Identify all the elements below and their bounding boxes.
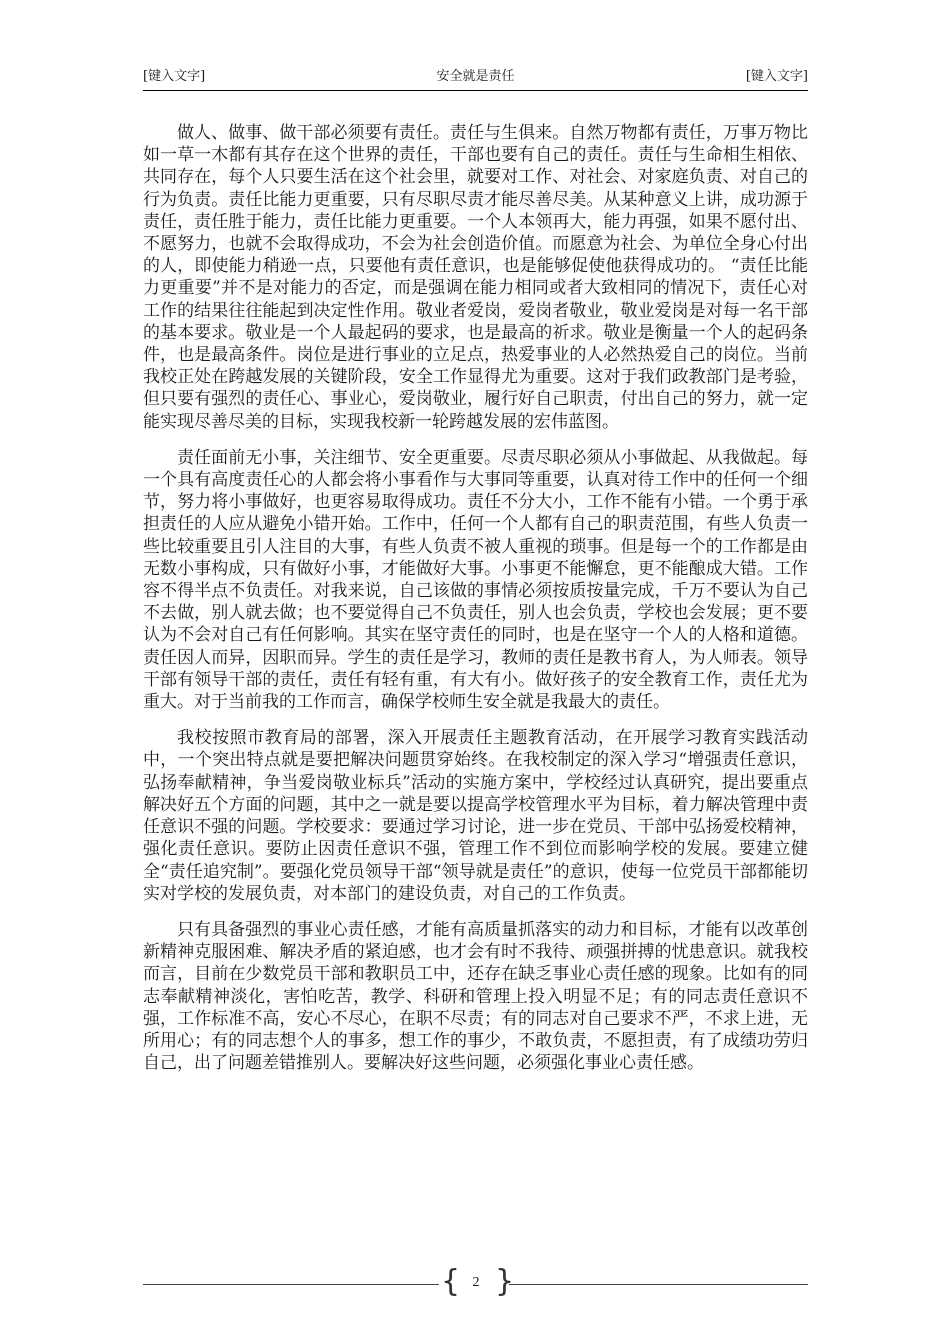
paragraph-1: 做人、做事、做干部必须要有责任。责任与生俱来。自然万物都有责任，万事万物比如一草一木都有其存在这个世界的责任，干部也要有自己的责任。责任与生命相生相依、共同存在，每个人只要生活在这个社会里，就要对工作、对社会、对家庭负责、对自己的行为负责。责任比能力更重要，只有尽职尽责才能尽善尽美。从某种意义上讲，成功源于责任，责任胜于能力，责任比能力更重要。一个人本领再大，能力再强，如果不愿付出、不愿努力，也就不会取得成功，不会为社会创造价值。而愿意为社会、为单位全身心付出的人，即使能力稍逊一点，只要他有责任意识，也是能够促使他获得成功的。 “责任比能力更重要”并不是对能力的否定，而是强调在能力相同或者大致相同的情况下，责任心对工作的结果往往能起到决定性作用。敬业者爱岗，爱岗者敬业，敬业爱岗是对每一名干部的基本要求。敬业是一个人最起码的要求，也是最高的祈求。敬业是衡量一个人的起码条件，也是最高条件。岗位是进行事业的立足点，热爱事业的人必然热爱自己的岗位。当前我校正处在跨越发展的关键阶段，安全工作显得尤为重要。这对于我们政教部门是考验，但只要有强烈的责任心、事业心，爱岗敬业，履行好自己职责，付出自己的努力，就一定能实现尽善尽美的目标，实现我校新一轮跨越发展的宏伟蓝图。 <box>143 123 808 432</box>
page-footer <box>143 1264 808 1304</box>
page-number: 2 <box>472 1275 480 1290</box>
page-header <box>143 68 808 91</box>
paragraph-3: 我校按照市教育局的部署，深入开展责任主题教育活动，在开展学习教育实践活动中，一个突出特点就是要把解决问题贯穿始终。在我校制定的深入学习“增强责任意识，弘扬奉献精神，争当爱岗敬业标兵”活动的实施方案中，学校经过认真研究，提出要重点解决好五个方面的问题，其中之一就是要以提高学校管理水平为目标，着力解决管理中责任意识不强的问题。学校要求：要通过学习讨论，进一步在党员、干部中弘扬爱校精神，强化责任意识。要防止因责任意识不强，管理工作不到位而影响学校的发展。要建立健全“责任追究制”。要强化党员领导干部“领导就是责任”的意识，使每一位党员干部都能切实对学校的发展负责，对本部门的建设负责，对自己的工作负责。 <box>143 728 808 904</box>
header-right-placeholder: [键入文字] <box>745 69 808 84</box>
document-body <box>143 122 808 1088</box>
header-title: 安全就是责任 <box>436 69 515 84</box>
paragraph-4: 只有具备强烈的事业心责任感，才能有高质量抓落实的动力和目标，才能有以改革创新精神克服困难、解决矛盾的紧迫感，也才会有时不我待、顽强拼搏的忧患意识。就我校而言，目前在少数党员干部和教职员工中，还存在缺乏事业心责任感的现象。比如有的同志奉献精神淡化，害怕吃苦，教学、科研和管理上投入明显不足；有的同志责任意识不强，工作标准不高，安心不尽心，在职不尽责；有的同志对自己要求不严，不求上进，无所用心；有的同志想个人的事多，想工作的事少，不敢负责，不愿担责，有了成绩功劳归自己，出了问题差错推别人。要解决好这些问题，必须强化事业心责任感。 <box>143 919 808 1074</box>
right-brace-icon: } <box>495 1264 515 1299</box>
left-brace-icon: { <box>441 1264 461 1299</box>
paragraph-2: 责任面前无小事，关注细节、安全更重要。尽责尽职必须从小事做起、从我做起。每一个具有高度责任心的人都会将小事看作与大事同等重要，认真对待工作中的任何一个细节，努力将小事做好，也更容易取得成功。责任不分大小，工作不能有小错。一个勇于承担责任的人应从避免小错开始。工作中，任何一个人都有自己的职责范围，有些人负责一些比较重要且引人注目的大事，有些人负责不被人重视的琐事。但是每一个的工作都是由无数小事构成，只有做好小事，才能做好大事。小事更不能懈怠，更不能酿成大错。工作容不得半点不负责任。对我来说，自己该做的事情必须按质按量完成，千万不要认为自己不去做，别人就去做；也不要觉得自己不负责任，别人也会负责，学校也会发展；更不要认为不会对自己有任何影响。其实在坚守责任的同时，也是在坚守一个人的人格和道德。责任因人而异，因职而异。学生的责任是学习，教师的责任是教书育人，为人师表。领导干部有领导干部的责任，责任有轻有重，有大有小。做好孩子的安全教育工作，责任尤为重大。对于当前我的工作而言，确保学校师生安全就是我最大的责任。 <box>143 447 808 713</box>
header-left-placeholder: [键入文字] <box>143 69 206 84</box>
footer-rule-right <box>509 1284 808 1285</box>
footer-rule-left <box>143 1284 439 1285</box>
